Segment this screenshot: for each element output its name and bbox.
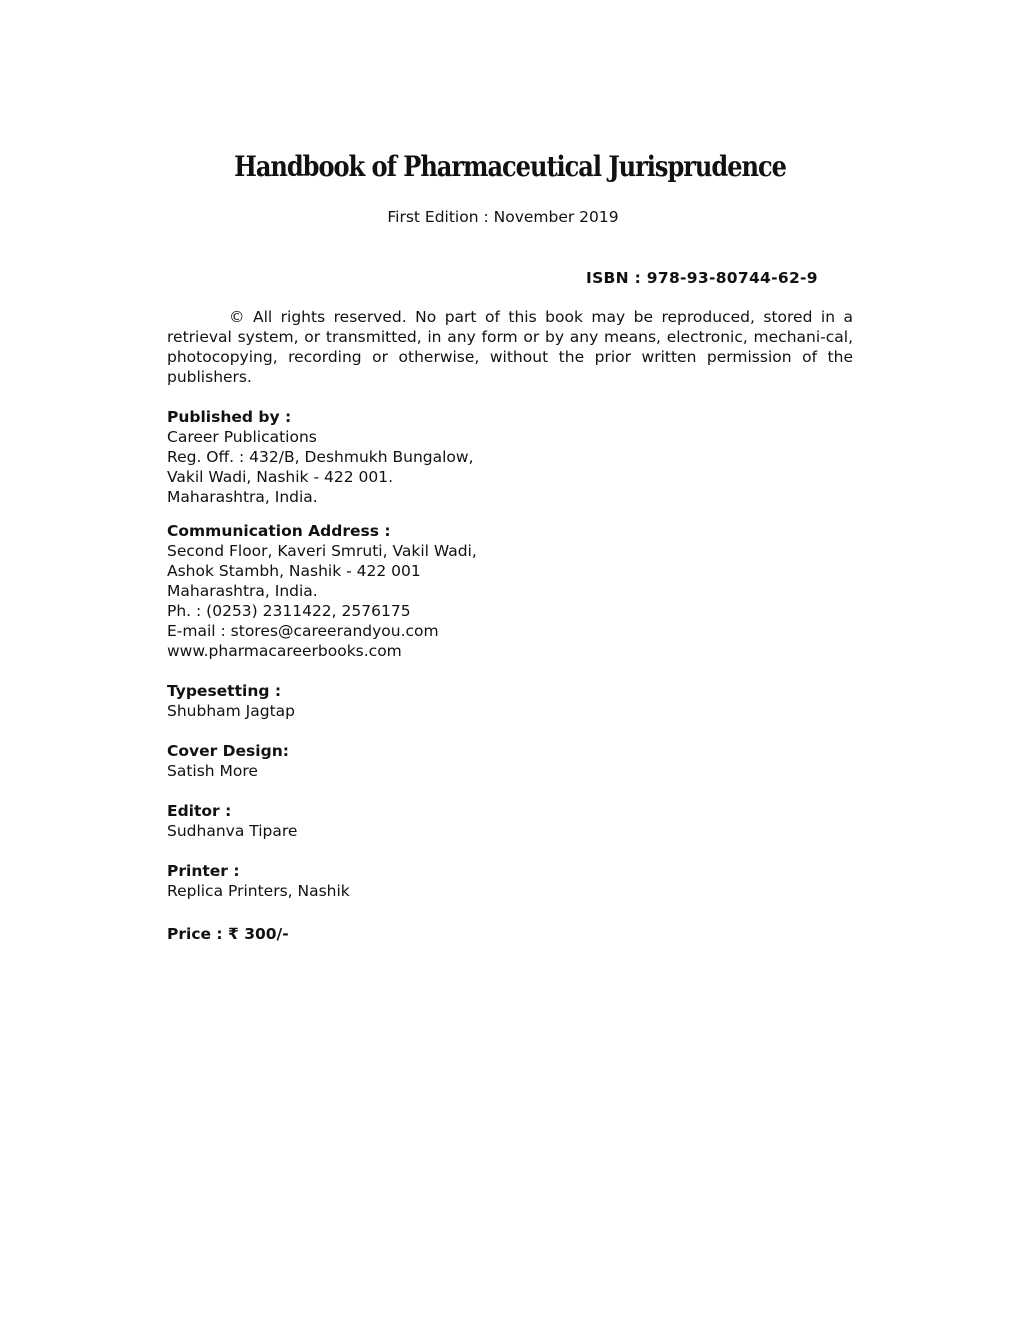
publisher-line: Career Publications bbox=[167, 428, 317, 446]
website: www.pharmacareerbooks.com bbox=[167, 642, 402, 660]
publisher-line: Vakil Wadi, Nashik - 422 001. bbox=[167, 468, 393, 486]
cover-design-section bbox=[167, 741, 289, 781]
editor-heading: Editor : bbox=[167, 802, 232, 820]
edition: First Edition : November 2019 bbox=[387, 208, 619, 226]
isbn: ISBN : 978-93-80744-62-9 bbox=[586, 269, 818, 287]
printer-heading: Printer : bbox=[167, 862, 240, 880]
communication-section bbox=[167, 521, 477, 661]
published-by-section bbox=[167, 407, 474, 507]
typesetting-heading: Typesetting : bbox=[167, 682, 282, 700]
printer-section bbox=[167, 861, 350, 901]
cover-value: Satish More bbox=[167, 762, 258, 780]
price: Price : ₹ 300/- bbox=[167, 925, 289, 943]
published-heading: Published by : bbox=[167, 408, 292, 426]
phone: Ph. : (0253) 2311422, 2576175 bbox=[167, 602, 411, 620]
communication-heading: Communication Address : bbox=[167, 522, 391, 540]
address-line: Maharashtra, India. bbox=[167, 582, 318, 600]
editor-value: Sudhanva Tipare bbox=[167, 822, 298, 840]
email: E-mail : stores@careerandyou.com bbox=[167, 622, 439, 640]
cover-heading: Cover Design: bbox=[167, 742, 289, 760]
address-line: Ashok Stambh, Nashik - 422 001 bbox=[167, 562, 421, 580]
rights-notice: © All rights reserved. No part of this book may be reproduced, stored in a retrieval system, or transmitted, in any form or by any means, electronic, mechani-cal, photocopying, recording or otherwise, without the prior written permission of the publishers. bbox=[167, 308, 853, 386]
editor-section bbox=[167, 801, 297, 841]
printer-value: Replica Printers, Nashik bbox=[167, 882, 350, 900]
book-title: Handbook of Pharmaceutical Jurisprudence bbox=[234, 150, 786, 183]
publisher-line: Reg. Off. : 432/B, Deshmukh Bungalow, bbox=[167, 448, 474, 466]
address-line: Second Floor, Kaveri Smruti, Vakil Wadi, bbox=[167, 542, 477, 560]
typesetting-section bbox=[167, 681, 295, 721]
typesetting-value: Shubham Jagtap bbox=[167, 702, 295, 720]
publisher-line: Maharashtra, India. bbox=[167, 488, 318, 506]
